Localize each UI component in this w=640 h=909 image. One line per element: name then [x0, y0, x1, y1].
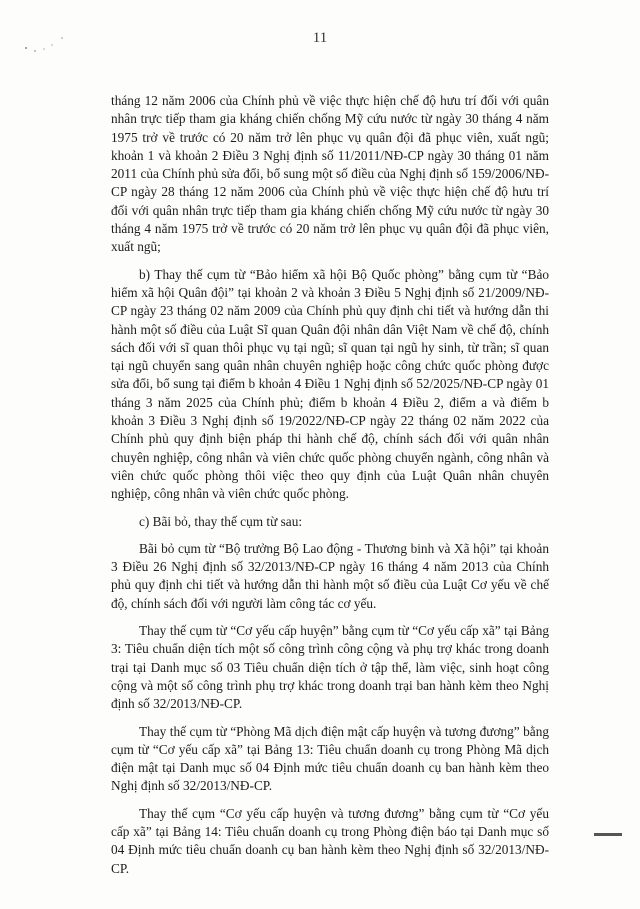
paragraph-item-b: b) Thay thế cụm từ “Bảo hiểm xã hội Bộ Quốc phòng” bằng cụm từ “Bảo hiểm xã hội Quân đội” tại khoản 2 và khoản 3 Điều 5 Nghị định số 21/2009/NĐ-CP ngày 23 tháng 02 năm 2009 của Chính phủ quy định chi tiết và hướng dẫn thi hành một số điều của Luật Sĩ quan Quân đội nhân dân Việt Nam về chế độ, chính sách đối với sĩ quan thôi phục vụ tại ngũ; sĩ quan tại ngũ hy sinh, từ trần; sĩ quan tại ngũ chuyển sang quân nhân chuyên nghiệp hoặc công chức quốc phòng được sửa đổi, bổ sung tại điểm b khoản 4 Điều 1 Nghị định số 52/2025/NĐ-CP ngày 01 tháng 3 năm 2025 của Chính phủ; điểm b khoản 4 Điều 2, điểm a và điểm b khoản 3 Điều 3 Nghị định số 19/2022/NĐ-CP ngày 22 tháng 02 năm 2022 của Chính phủ quy định biện pháp thi hành chế độ, chính sách đối với quân nhân chuyên nghiệp, công nhân và viên chức quốc phòng chuyển ngành, công nhân và viên chức quốc phòng thôi việc theo quy định của Luật Quân nhân chuyên nghiệp, công nhân và viên chức quốc phòng.	[111, 266, 549, 502]
paragraph-replace-table-14: Thay thế cụm “Cơ yếu cấp huyện và tương đương” bằng cụm từ “Cơ yếu cấp xã” tại Bảng 14: Tiêu chuẩn doanh cụ trong Phòng điện báo tại Danh mục số 04 Định mức tiêu chuẩn doanh cụ ban hành kèm theo Nghị định số 32/2013/NĐ-CP.	[111, 805, 549, 876]
paragraph-continued: tháng 12 năm 2006 của Chính phủ về việc thực hiện chế độ hưu trí đối với quân nhân trực tiếp tham gia kháng chiến chống Mỹ cứu nước từ ngày 30 tháng 4 năm 1975 trở về trước có 20 năm trở lên phục vụ quân đội đã phục viên, xuất ngũ; khoản 1 và khoản 2 Điều 3 Nghị định số 11/2011/NĐ-CP ngày 30 tháng 01 năm 2011 của Chính phủ sửa đổi, bổ sung một số điều của Nghị định số 159/2006/NĐ-CP ngày 28 tháng 12 năm 2006 của Chính phủ về việc thực hiện chế độ hưu trí đối với quân nhân trực tiếp tham gia kháng chiến chống Mỹ cứu nước từ ngày 30 tháng 4 năm 1975 trở về trước có 20 năm trở lên phục vụ quân đội đã phục viên, xuất ngũ;	[111, 93, 549, 255]
paragraph-replace-table-13: Thay thế cụm từ “Phòng Mã dịch điện mật cấp huyện và tương đương” bằng cụm từ “Cơ yếu cấp xã” tại Bảng 13: Tiêu chuẩn doanh cụ trong Phòng Mã dịch điện mật tại Danh mục số 04 Định mức tiêu chuẩn doanh cụ ban hành kèm theo Nghị định số 32/2013/NĐ-CP.	[111, 723, 549, 794]
document-body	[111, 92, 549, 887]
page-number: 11	[312, 30, 328, 46]
scan-edge-mark	[594, 833, 622, 836]
paragraph-item-c: c) Bãi bỏ, thay thế cụm từ sau:	[139, 513, 303, 529]
paragraph-repeal-phrase: Bãi bỏ cụm từ “Bộ trưởng Bộ Lao động - Thương binh và Xã hội” tại khoản 3 Điều 26 Nghị định số 32/2013/NĐ-CP ngày 16 tháng 4 năm 2013 của Chính phủ quy định chi tiết và hướng dẫn thi hành một số điều của Luật Cơ yếu về chế độ, chính sách đối với người làm công tác cơ yếu.	[111, 540, 549, 611]
paragraph-replace-table-3: Thay thế cụm từ “Cơ yếu cấp huyện” bằng cụm từ “Cơ yếu cấp xã” tại Bảng 3: Tiêu chuẩn diện tích một số công trình công cộng và phụ trợ khác trong doanh trại tại Danh mục số 03 Tiêu chuẩn diện tích ở tập thể, làm việc, sinh hoạt công cộng và một số công trình phụ trợ khác trong doanh trại ban hành kèm theo Nghị định số 32/2013/NĐ-CP.	[111, 623, 549, 712]
